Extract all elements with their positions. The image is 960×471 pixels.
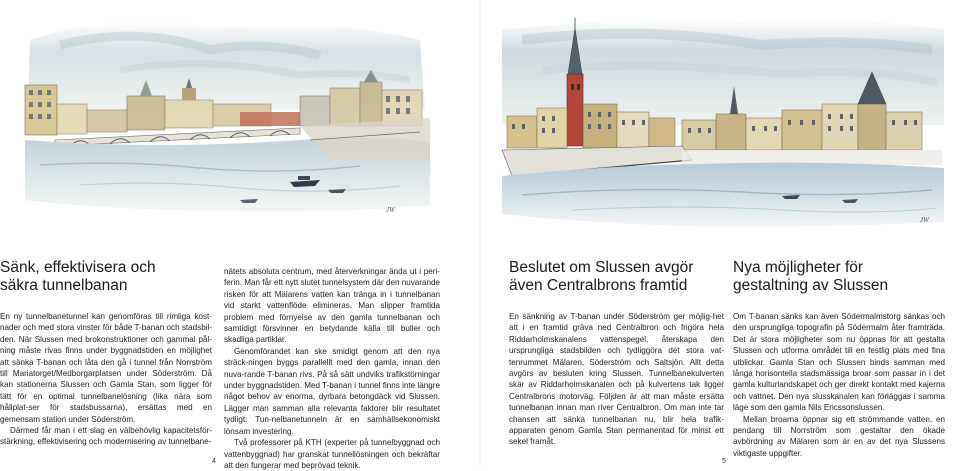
text-column-4 bbox=[733, 311, 945, 459]
text-column-1 bbox=[0, 311, 212, 448]
paragraph: Två professorer på KTH (experter på tunnelbyggnad och vattenbyggnad) har granskat tunnellösningen och bekräftar att den fungerar med beprövad teknik. bbox=[224, 438, 440, 470]
page-number: 5 bbox=[722, 458, 726, 465]
paragraph: Om T-banan sänks kan även Södermalmstorg sänkas och den ursprungliga topografin på Södermalm åter framträda. Det är stora möjligheter som nu öppnas för att gestalta Slussen och utforma området till en festlig plats med fina utblickar. Gamla Stan och Slussen binds samman med långa horisontella stadsmässiga broar som passar in i det gamla kulturlandskapet och ger direkt kontakt med kajerna och vattnet. Den nya slusskanalen kan förläggas i samma läge som den gamla Nils Ericssonslussen. bbox=[733, 312, 945, 413]
page-number: 4 bbox=[212, 458, 216, 465]
paragraph: En sänkning av T-banan under Söderström ger möjlig-het att i en framtid gräva ned Centralbron och frigöra hela Riddarholmskanalens vattenspegel, återskapa den ursprungliga stadsbilden och tydliggöra det stora vat-tenrummet Mälaren, Söderström och Saltsjön. Allt detta avgörs av besluten kring Slussen. Tunnelbanekulverten skär av Riddarholmskanalen och på kulvertens tak ligger Centralbrons motorväg. Följden är att man måste ersätta tunnelbanan innan man river Centralbron. Om man inte tar chansen att sänka tunnelbanan nu, blir hela trafik-apparaten genom Gamla Stan permanentad för minst ett sekel framåt. bbox=[509, 312, 724, 447]
paragraph: Genomförandet kan ske smidigt genom att den nya sträck-ningen byggs parallellt med den gamla, innan den nuva-rande T-banan rivs. På så sätt undviks trafikstörningar under byggnadstiden. Med T-banan i tunnel finns inte längre något behov av enorma, dyrbara betongdäck vid Slussen. Lägger man samman alla relevanta faktorer blir resultatet tydligt: Tun-nelbanetunneln är en samhällsekonomiskt lönsam investering. bbox=[224, 346, 440, 436]
water-wash bbox=[502, 163, 944, 227]
illustration-signature: JW bbox=[920, 216, 929, 224]
heading-line: även Centralbrons framtid bbox=[509, 277, 688, 294]
text-column-2 bbox=[224, 266, 440, 471]
heading-line: Nya möjligheter för bbox=[733, 259, 864, 276]
heading-line: säkra tunnelbanan bbox=[0, 277, 128, 294]
watercolor-illustration-gamla-stan bbox=[482, 0, 960, 238]
heading-line: gestaltning av Slussen bbox=[733, 277, 889, 294]
watercolor-drawing bbox=[482, 0, 960, 238]
paragraph: nätets absoluta centrum, med återverkningar ända ut i peri-ferin. Man får ett nytt slutet tunnelsystem där den nuvarande risken för att Mälarens vatten kan tränga in i tunnelbanan vid starkt vattenflöde elimineras. Man slipper framtida problem med förnyelse av den gamla tunnelbanan och samtidigt försvinner en betydande källa till buller och skadliga partiklar. bbox=[224, 267, 440, 345]
heading-nya-mojligheter bbox=[733, 259, 888, 295]
heading-line: Beslutet om Slussen avgör bbox=[509, 259, 694, 276]
paragraph: En ny tunnelbanetunnel kan genomföras till rimliga kost-nader och med stora vinster för både T-banan och stadsbil-den. När Slussen med brokonstruktioner och gammal pål-ning måste rivas finns under byggnadstiden en möjlighet att sänka T-banan och låta den gå i tunnel från Norrström till Mariatorget/Medborgarplatsen under Söderström. Då kan stationerna Slussen och Gamla Stan, som ligger för tätt för en optimal tunnelbanelösning (lika nära som hållplat-ser för stadsbussarna), ersättas med en gemensam station under Söderström. bbox=[0, 312, 212, 424]
heading-line: Sänk, effektivisera och bbox=[0, 259, 156, 276]
watercolor-illustration-slussen bbox=[0, 0, 478, 238]
spread-fold bbox=[479, 0, 481, 466]
heading-beslutet-om-slussen bbox=[509, 259, 693, 295]
text-column-3 bbox=[509, 311, 724, 448]
paragraph: Mellan broarna öppnar sig ett strömmande vatten, en pendang till Norrström som gestaltar den ökade avbördning av Mälaren som är en av det nya Slussens viktigaste uppgifter. bbox=[733, 414, 945, 458]
illustration-signature: JW bbox=[386, 206, 395, 214]
paragraph: Därmed får man i ett slag en välbehövlig kapacitetsför-stärkning, effektivisering och modernisering av tunnelbane- bbox=[0, 426, 212, 447]
watercolor-drawing bbox=[0, 0, 478, 238]
heading-sank-effektivisera bbox=[0, 259, 156, 295]
